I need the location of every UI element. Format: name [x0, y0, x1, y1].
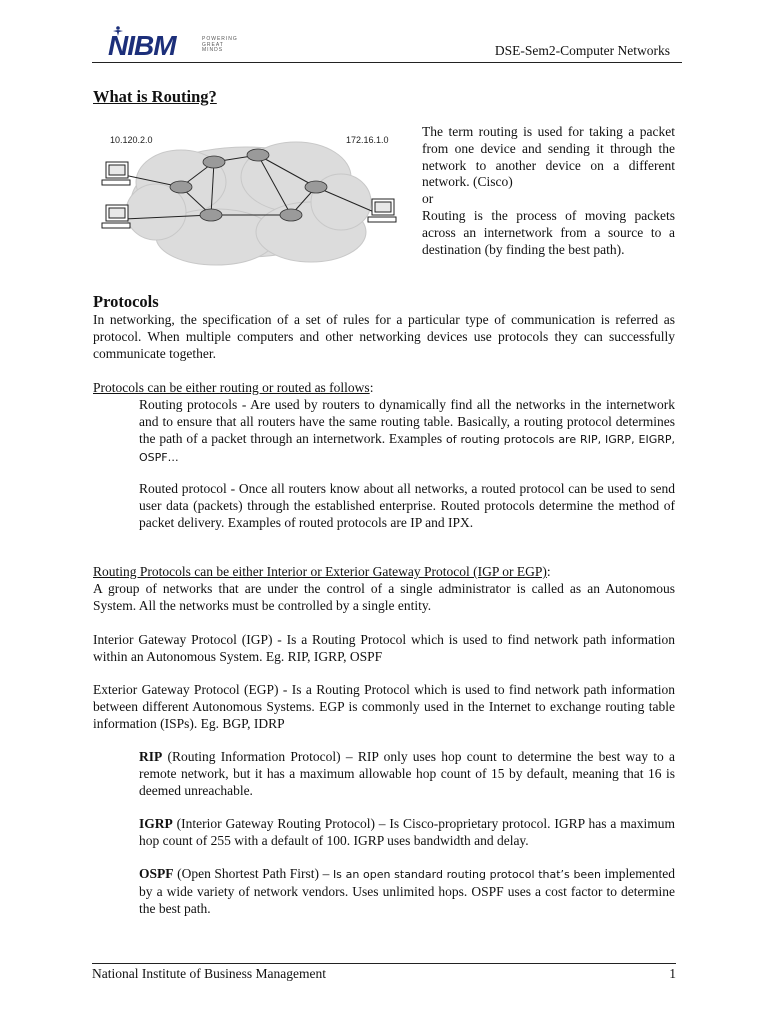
- ospf-paragraph: OSPF (Open Shortest Path First) – Is an open standard routing protocol that’s been implemented by a wide variety of network vendors. Uses unlimited hops. OSPF uses a cost factor to determine the best path.: [139, 866, 676, 916]
- autonomous-system-paragraph: A group of networks that are under the control of a single administrator is called as an Autonomous System. All the networks must be controlled by a single entity.: [93, 581, 675, 613]
- footer-organization: National Institute of Business Management: [92, 966, 326, 981]
- definition-or: or: [422, 191, 434, 207]
- logo-wordmark: NIBM: [108, 30, 176, 61]
- egp-paragraph: Exterior Gateway Protocol (EGP) - Is a Routing Protocol which is used to find network path information between different Autonomous Systems. EGP is commonly used in the Internet to exchange routing table information (ISPs). Eg. BGP, IDRP: [93, 682, 675, 731]
- logo-tagline: POWERING GREAT MINDS: [202, 36, 238, 54]
- page-number: 1: [669, 966, 676, 981]
- course-title: DSE-Sem2-Computer Networks: [494, 43, 670, 58]
- page-title: What is Routing?: [93, 87, 217, 106]
- protocols-intro: In networking, the specification of a set of rules for a particular type of communication is referred as protocol. When multiple computers and other networking devices use protocols they can successfully communicate together.: [93, 312, 675, 361]
- router-icon: [280, 209, 302, 221]
- network-label-left: 10.120.2.0: [110, 135, 153, 145]
- router-icon: [170, 181, 192, 193]
- router-icon: [200, 209, 222, 221]
- gateway-heading: Routing Protocols can be either Interior or Exterior Gateway Protocol (IGP or EGP):: [93, 564, 551, 579]
- routing-network-diagram: [96, 127, 406, 275]
- computer-icon: [102, 162, 130, 185]
- router-icon: [203, 156, 225, 168]
- definition-routing: Routing is the process of moving packets across an internetwork from a source to a destination (by finding the best path).: [422, 207, 675, 257]
- protocols-heading: Protocols: [93, 292, 159, 311]
- router-icon: [247, 149, 269, 161]
- protocols-split-heading: Protocols can be either routing or routed as follows:: [93, 380, 374, 395]
- routed-protocol-paragraph: Routed protocol - Once all routers know about all networks, a routed protocol can be used to send user data (packets) through the established enterprise. Routed protocols determine the method of packet delivery. Examples of routed protocols are IP and IPX.: [139, 481, 675, 530]
- rip-paragraph: RIP (Routing Information Protocol) – RIP only uses hop count to determine the best way to a remote network, but it has a maximum allowable hop count of 15 by default, meaning that 16 is deemed unreachable.: [139, 749, 675, 798]
- computer-icon: [368, 199, 396, 222]
- routing-protocols-paragraph: Routing protocols - Are used by routers to dynamically find all the networks in the internetwork and to ensure that all routers have the same routing table. Basically, a routing protocol determines the path of a packet through an internetwork. Examples of routing protocols are RIP, IGRP, EIGRP, OSPF…: [139, 397, 676, 464]
- page-header: [92, 24, 682, 63]
- definition-cisco: The term routing is used for taking a packet from one device and sending it through the network to another device on a different network. (Cisco): [422, 124, 675, 190]
- routing-definition: [422, 124, 675, 258]
- igrp-paragraph: IGRP (Interior Gateway Routing Protocol) – Is Cisco-proprietary protocol. IGRP has a maximum hop count of 255 with a default of 100. IGRP uses bandwidth and delay.: [139, 816, 675, 848]
- computer-icon: [102, 205, 130, 228]
- router-icon: [305, 181, 327, 193]
- nibm-logo: [106, 26, 246, 60]
- page-footer: [92, 963, 676, 982]
- igp-paragraph: Interior Gateway Protocol (IGP) - Is a Routing Protocol which is used to find network path information within an Autonomous System. Eg. RIP, IGRP, OSPF: [93, 632, 675, 664]
- network-cloud: [126, 142, 371, 265]
- network-label-right: 172.16.1.0: [346, 135, 389, 145]
